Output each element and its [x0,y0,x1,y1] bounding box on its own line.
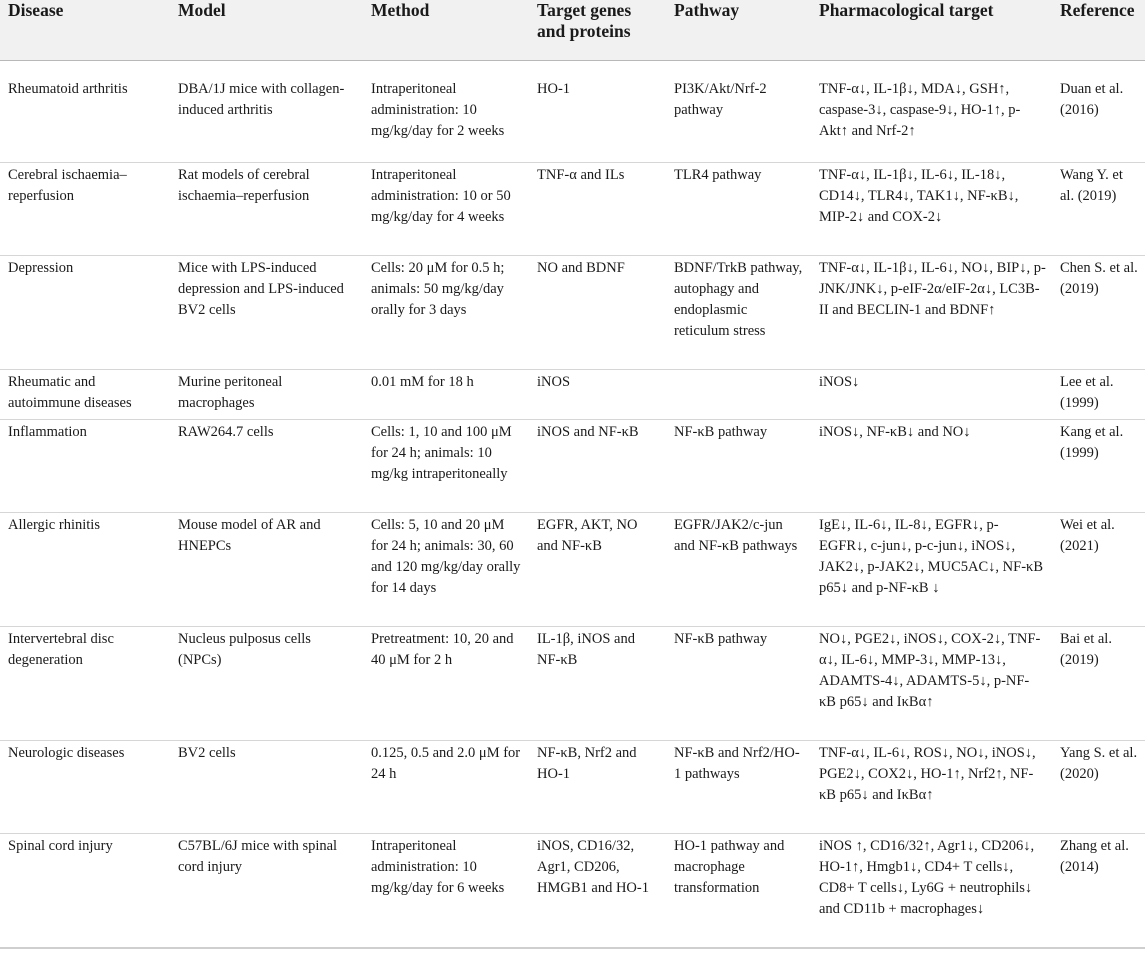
cell-pathway: NF-κB pathway [666,420,811,513]
cell-disease: Allergic rhinitis [0,513,170,627]
header-target-genes: Target genes and proteins [529,0,666,61]
cell-method: 0.125, 0.5 and 2.0 μM for 24 h [363,741,529,834]
cell-pharmacological-target: TNF-α↓, IL-1β↓, IL-6↓, IL-18↓, CD14↓, TLR4↓, TAK1↓, NF-κB↓, MIP-2↓ and COX-2↓ [811,163,1052,256]
table-row [0,834,1145,948]
header-pathway: Pathway [666,0,811,61]
cell-pharmacological-target: TNF-α↓, IL-1β↓, MDA↓, GSH↑, caspase-3↓, caspase-9↓, HO-1↑, p-Akt↑ and Nrf-2↑ [811,77,1052,163]
table-row [0,163,1145,256]
cell-reference: Bai et al. (2019) [1052,627,1145,741]
cell-reference: Yang S. et al. (2020) [1052,741,1145,834]
cell-target-genes: iNOS and NF-κB [529,420,666,513]
cell-disease: Neurologic diseases [0,741,170,834]
header-disease: Disease [0,0,170,61]
cell-pharmacological-target: IgE↓, IL-6↓, IL-8↓, EGFR↓, p-EGFR↓, c-jun↓, p-c-jun↓, iNOS↓, JAK2↓, p-JAK2↓, MUC5AC↓, NF-κB p65↓ and p-NF-κB ↓ [811,513,1052,627]
cell-method: 0.01 mM for 18 h [363,370,529,420]
table-row [0,370,1145,420]
cell-pharmacological-target: iNOS↓ [811,370,1052,420]
cell-method: Cells: 20 μM for 0.5 h; animals: 50 mg/kg/day orally for 3 days [363,256,529,370]
cell-pharmacological-target: iNOS ↑, CD16/32↑, Agr1↓, CD206↓, HO-1↑, Hmgb1↓, CD4+ T cells↓, CD8+ T cells↓, Ly6G + neutrophils↓ and CD11b + macrophages↓ [811,834,1052,948]
table-row [0,741,1145,834]
cell-model: Mouse model of AR and HNEPCs [170,513,363,627]
cell-method: Pretreatment: 10, 20 and 40 μM for 2 h [363,627,529,741]
cell-model: RAW264.7 cells [170,420,363,513]
cell-disease: Rheumatoid arthritis [0,77,170,163]
cell-method: Intraperitoneal administration: 10 mg/kg/day for 6 weeks [363,834,529,948]
table-body [0,61,1145,948]
cell-reference: Kang et al. (1999) [1052,420,1145,513]
cell-target-genes: TNF-α and ILs [529,163,666,256]
cell-pathway: NF-κB pathway [666,627,811,741]
cell-target-genes: IL-1β, iNOS and NF-κB [529,627,666,741]
cell-model: Murine peritoneal macrophages [170,370,363,420]
cell-pathway: HO-1 pathway and macrophage transformation [666,834,811,948]
cell-pharmacological-target: TNF-α↓, IL-6↓, ROS↓, NO↓, iNOS↓, PGE2↓, COX2↓, HO-1↑, Nrf2↑, NF-κB p65↓ and IκBα↑ [811,741,1052,834]
cell-disease: Depression [0,256,170,370]
cell-target-genes: NO and BDNF [529,256,666,370]
table-header [0,0,1145,61]
cell-reference: Wei et al. (2021) [1052,513,1145,627]
cell-method: Cells: 5, 10 and 20 μM for 24 h; animals: 30, 60 and 120 mg/kg/day orally for 14 days [363,513,529,627]
cell-model: BV2 cells [170,741,363,834]
header-model: Model [170,0,363,61]
header-spacer [0,61,1145,77]
header-reference: Reference [1052,0,1145,61]
cell-model: DBA/1J mice with collagen-induced arthritis [170,77,363,163]
cell-pathway: NF-κB and Nrf2/HO-1 pathways [666,741,811,834]
cell-disease: Cerebral ischaemia–reperfusion [0,163,170,256]
cell-disease: Intervertebral disc degeneration [0,627,170,741]
cell-method: Intraperitoneal administration: 10 mg/kg/day for 2 weeks [363,77,529,163]
cell-pharmacological-target: TNF-α↓, IL-1β↓, IL-6↓, NO↓, BIP↓, p-JNK/JNK↓, p-eIF-2α/eIF-2α↓, LC3B-II and BECLIN-1 and BDNF↑ [811,256,1052,370]
cell-model: C57BL/6J mice with spinal cord injury [170,834,363,948]
table-row [0,256,1145,370]
cell-pathway: TLR4 pathway [666,163,811,256]
cell-pathway: BDNF/TrkB pathway, autophagy and endoplasmic reticulum stress [666,256,811,370]
cell-disease: Spinal cord injury [0,834,170,948]
cell-method: Cells: 1, 10 and 100 μM for 24 h; animals: 10 mg/kg intraperitoneally [363,420,529,513]
cell-pathway: EGFR/JAK2/c-jun and NF-κB pathways [666,513,811,627]
header-pharmacological-target: Pharmacological target [811,0,1052,61]
cell-model: Rat models of cerebral ischaemia–reperfusion [170,163,363,256]
header-method: Method [363,0,529,61]
cell-pathway [666,370,811,420]
cell-reference: Zhang et al. (2014) [1052,834,1145,948]
cell-model: Nucleus pulposus cells (NPCs) [170,627,363,741]
cell-target-genes: iNOS, CD16/32, Agr1, CD206, HMGB1 and HO-1 [529,834,666,948]
cell-method: Intraperitoneal administration: 10 or 50 mg/kg/day for 4 weeks [363,163,529,256]
cell-target-genes: iNOS [529,370,666,420]
table-row [0,627,1145,741]
cell-target-genes: NF-κB, Nrf2 and HO-1 [529,741,666,834]
table-row [0,420,1145,513]
cell-pharmacological-target: NO↓, PGE2↓, iNOS↓, COX-2↓, TNF-α↓, IL-6↓, MMP-3↓, MMP-13↓, ADAMTS-4↓, ADAMTS-5↓, p-NF-κB p65↓ and IκBα↑ [811,627,1052,741]
header-row [0,0,1145,61]
cell-pathway: PI3K/Akt/Nrf-2 pathway [666,77,811,163]
table-row [0,513,1145,627]
cell-target-genes: EGFR, AKT, NO and NF-κB [529,513,666,627]
cell-reference: Chen S. et al. (2019) [1052,256,1145,370]
cell-reference: Lee et al. (1999) [1052,370,1145,420]
cell-reference: Wang Y. et al. (2019) [1052,163,1145,256]
cell-pharmacological-target: iNOS↓, NF-κB↓ and NO↓ [811,420,1052,513]
table-row [0,77,1145,163]
cell-target-genes: HO-1 [529,77,666,163]
cell-model: Mice with LPS-induced depression and LPS-induced BV2 cells [170,256,363,370]
cell-disease: Inflammation [0,420,170,513]
cell-disease: Rheumatic and autoimmune diseases [0,370,170,420]
cell-reference: Duan et al. (2016) [1052,77,1145,163]
